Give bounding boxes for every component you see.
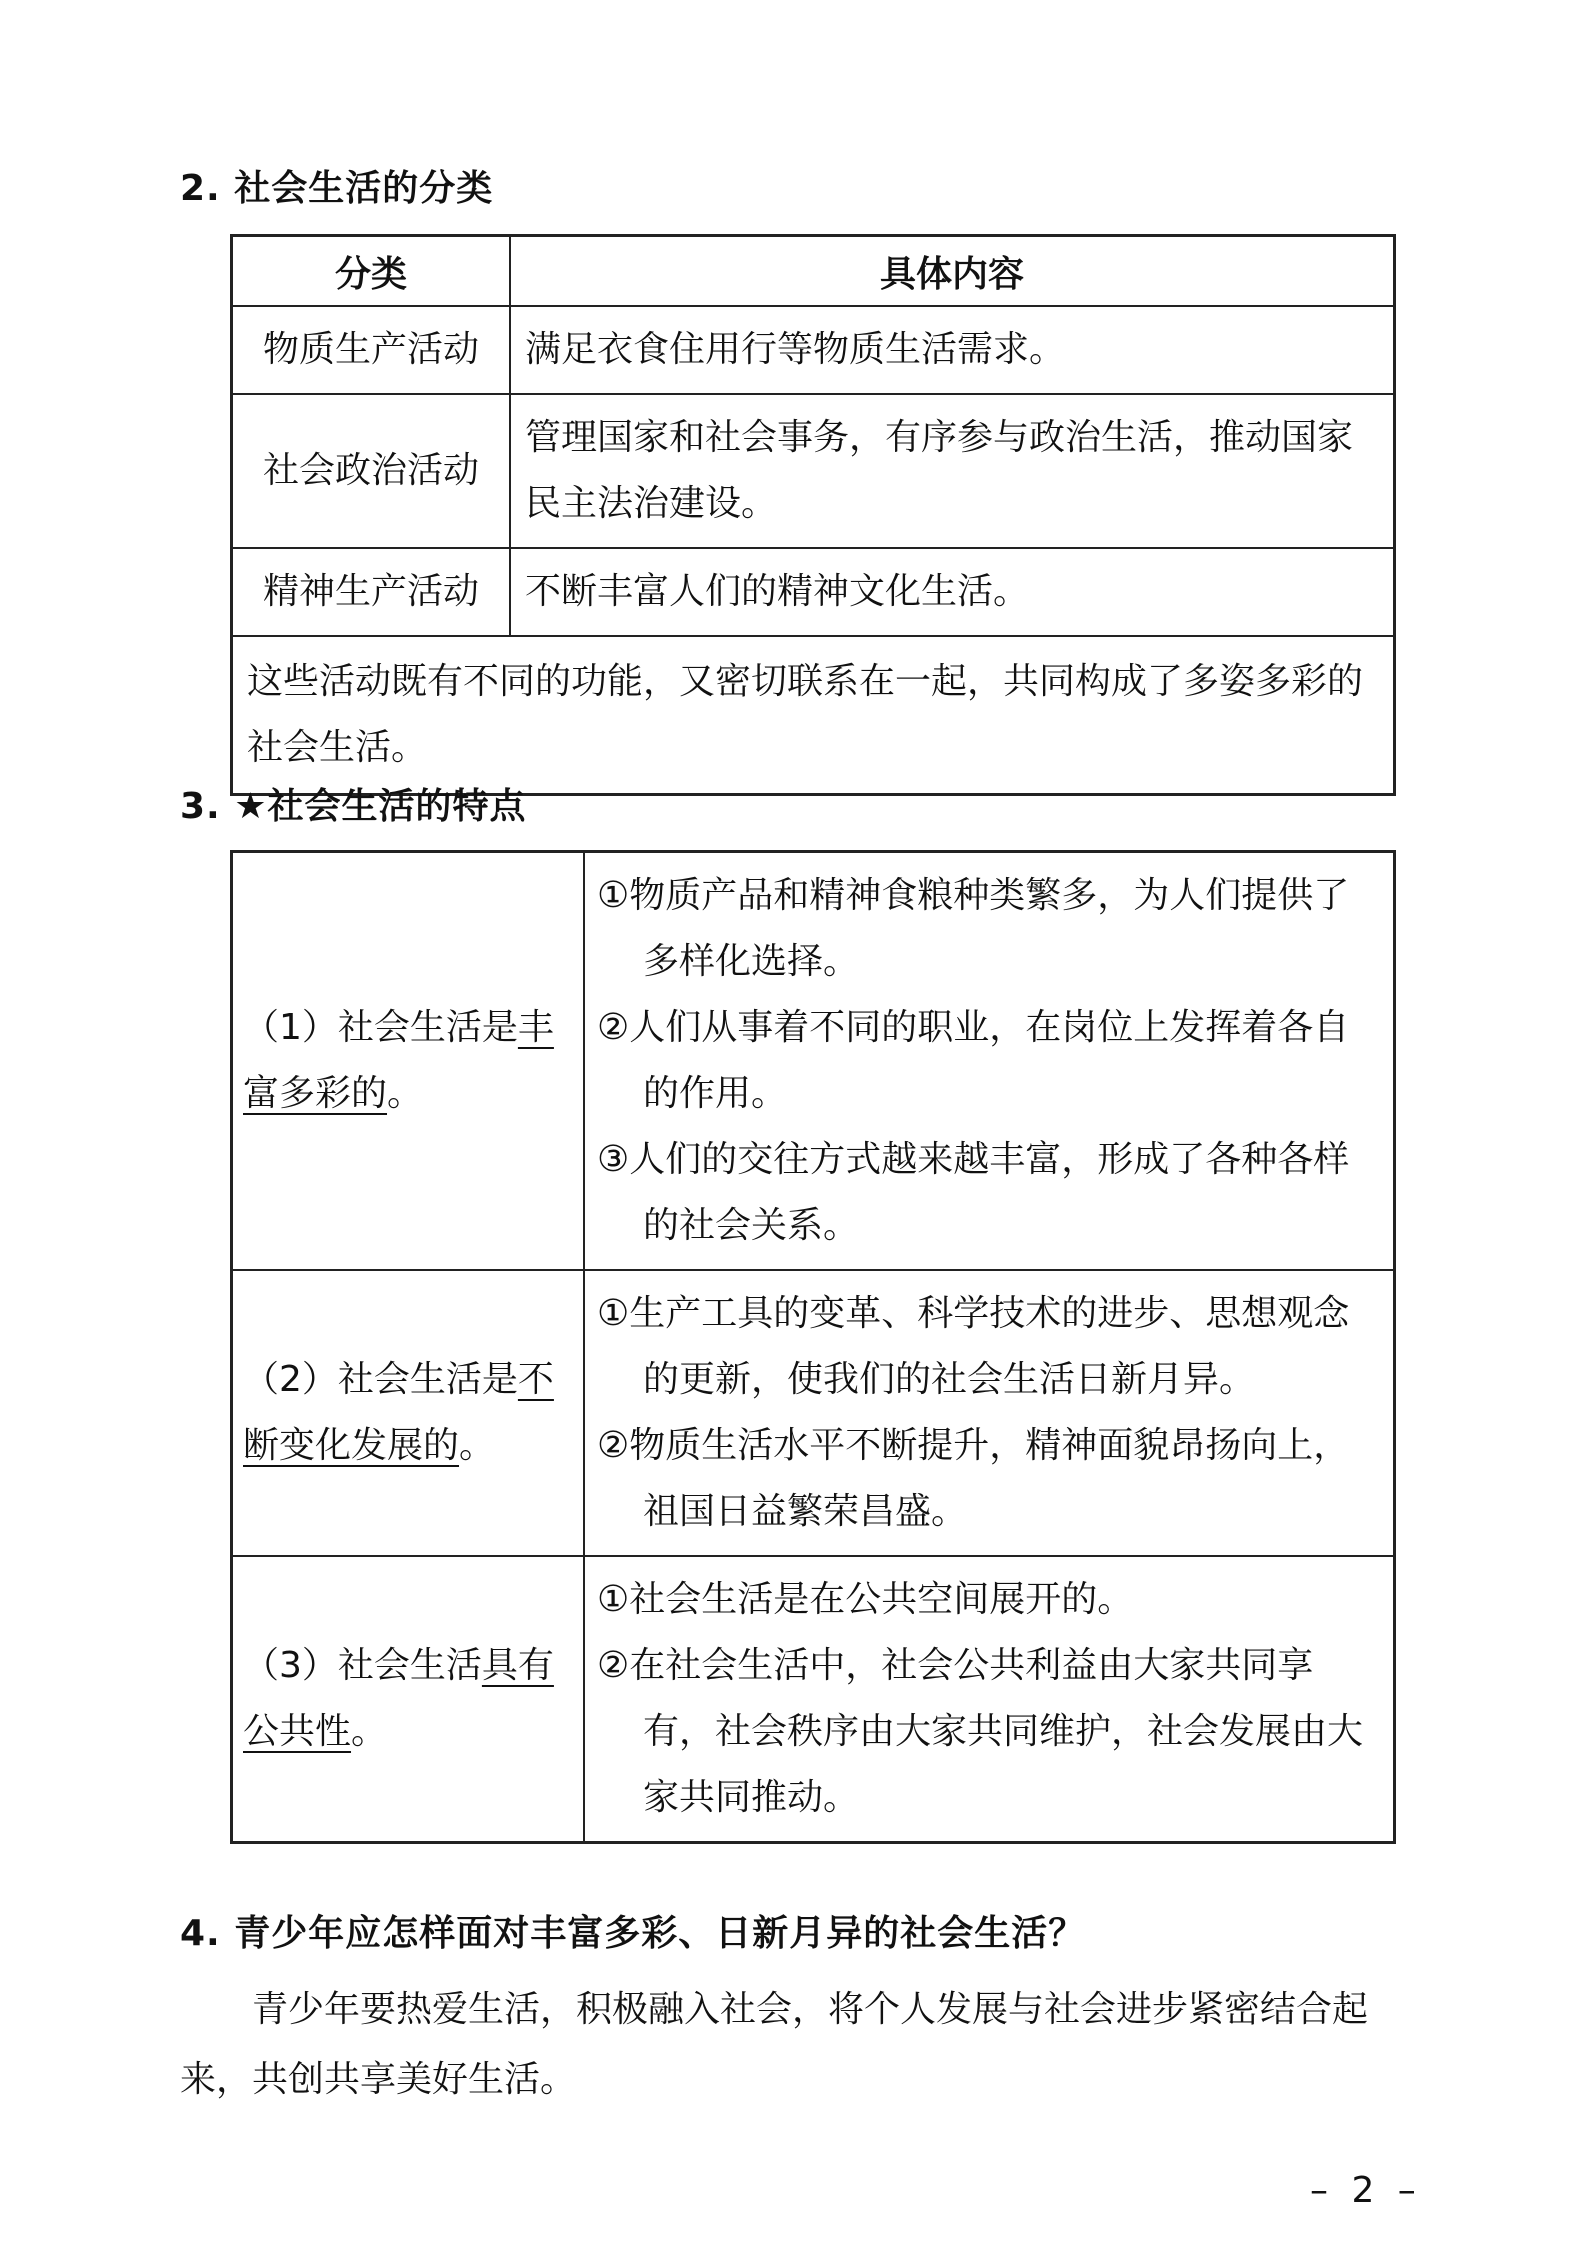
characteristic-emphasis: 具有公共性 xyxy=(243,1645,554,1752)
table-row xyxy=(232,852,1395,1271)
table-note-row xyxy=(232,636,1395,795)
classification-table xyxy=(230,234,1396,796)
point-item: ②在社会生活中，社会公共利益由大家共同享有，社会秩序由大家共同维护，社会发展由大家共同推动。 xyxy=(597,1645,1364,1818)
point-item: ①社会生活是在公共空间展开的。 xyxy=(597,1579,1134,1620)
header-content: 具体内容 xyxy=(510,236,1395,307)
characteristics-table xyxy=(230,850,1396,1844)
table-row xyxy=(232,306,1395,394)
section-2-title: 2. 社会生活的分类 xyxy=(180,168,494,209)
content-cell: 管理国家和社会事务，有序参与政治生活，推动国家民主法治建设。 xyxy=(510,394,1395,548)
characteristic-cell xyxy=(232,852,585,1271)
section-4-answer: 青少年要热爱生活，积极融入社会，将个人发展与社会进步紧密结合起来，共创共享美好生活。 xyxy=(180,1989,1369,2100)
point-item: ①生产工具的变革、科学技术的进步、思想观念的更新，使我们的社会生活日新月异。 xyxy=(597,1293,1350,1400)
category-cell: 社会政治活动 xyxy=(232,394,511,548)
table-row xyxy=(232,548,1395,636)
section-3-title: 3. ★社会生活的特点 xyxy=(180,786,527,827)
table-row xyxy=(232,394,1395,548)
points-cell xyxy=(584,1270,1395,1556)
characteristic-prefix: （3）社会生活 xyxy=(243,1645,482,1686)
point-item: ②物质生活水平不断提升，精神面貌昂扬向上，祖国日益繁荣昌盛。 xyxy=(597,1425,1350,1532)
category-cell: 精神生产活动 xyxy=(232,548,511,636)
characteristic-suffix: 。 xyxy=(351,1711,388,1752)
point-item: ③人们的交往方式越来越丰富，形成了各种各样的社会关系。 xyxy=(597,1139,1350,1246)
header-category: 分类 xyxy=(232,236,511,307)
characteristic-suffix: 。 xyxy=(459,1425,496,1466)
characteristic-cell xyxy=(232,1556,585,1843)
section-4-title: 4. 青少年应怎样面对丰富多彩、日新月异的社会生活？ xyxy=(180,1913,1086,1954)
content-cell: 不断丰富人们的精神文化生活。 xyxy=(510,548,1395,636)
page-number: – 2 – xyxy=(1310,2170,1422,2211)
characteristic-emphasis: 丰富多彩的 xyxy=(243,1007,554,1114)
table-header-row xyxy=(232,236,1395,307)
characteristic-prefix: （2）社会生活是 xyxy=(243,1359,518,1400)
characteristic-emphasis: 不断变化发展的 xyxy=(243,1359,554,1466)
point-item: ②人们从事着不同的职业，在岗位上发挥着各自的作用。 xyxy=(597,1007,1350,1114)
table-row xyxy=(232,1270,1395,1556)
points-cell xyxy=(584,1556,1395,1843)
characteristic-cell xyxy=(232,1270,585,1556)
point-item: ①物质产品和精神食粮种类繁多，为人们提供了多样化选择。 xyxy=(597,875,1350,982)
points-cell xyxy=(584,852,1395,1271)
table-note: 这些活动既有不同的功能，又密切联系在一起，共同构成了多姿多彩的社会生活。 xyxy=(232,636,1395,795)
characteristic-prefix: （1）社会生活是 xyxy=(243,1007,518,1048)
content-cell: 满足衣食住用行等物质生活需求。 xyxy=(510,306,1395,394)
category-cell: 物质生产活动 xyxy=(232,306,511,394)
characteristic-suffix: 。 xyxy=(387,1073,424,1114)
table-row xyxy=(232,1556,1395,1843)
